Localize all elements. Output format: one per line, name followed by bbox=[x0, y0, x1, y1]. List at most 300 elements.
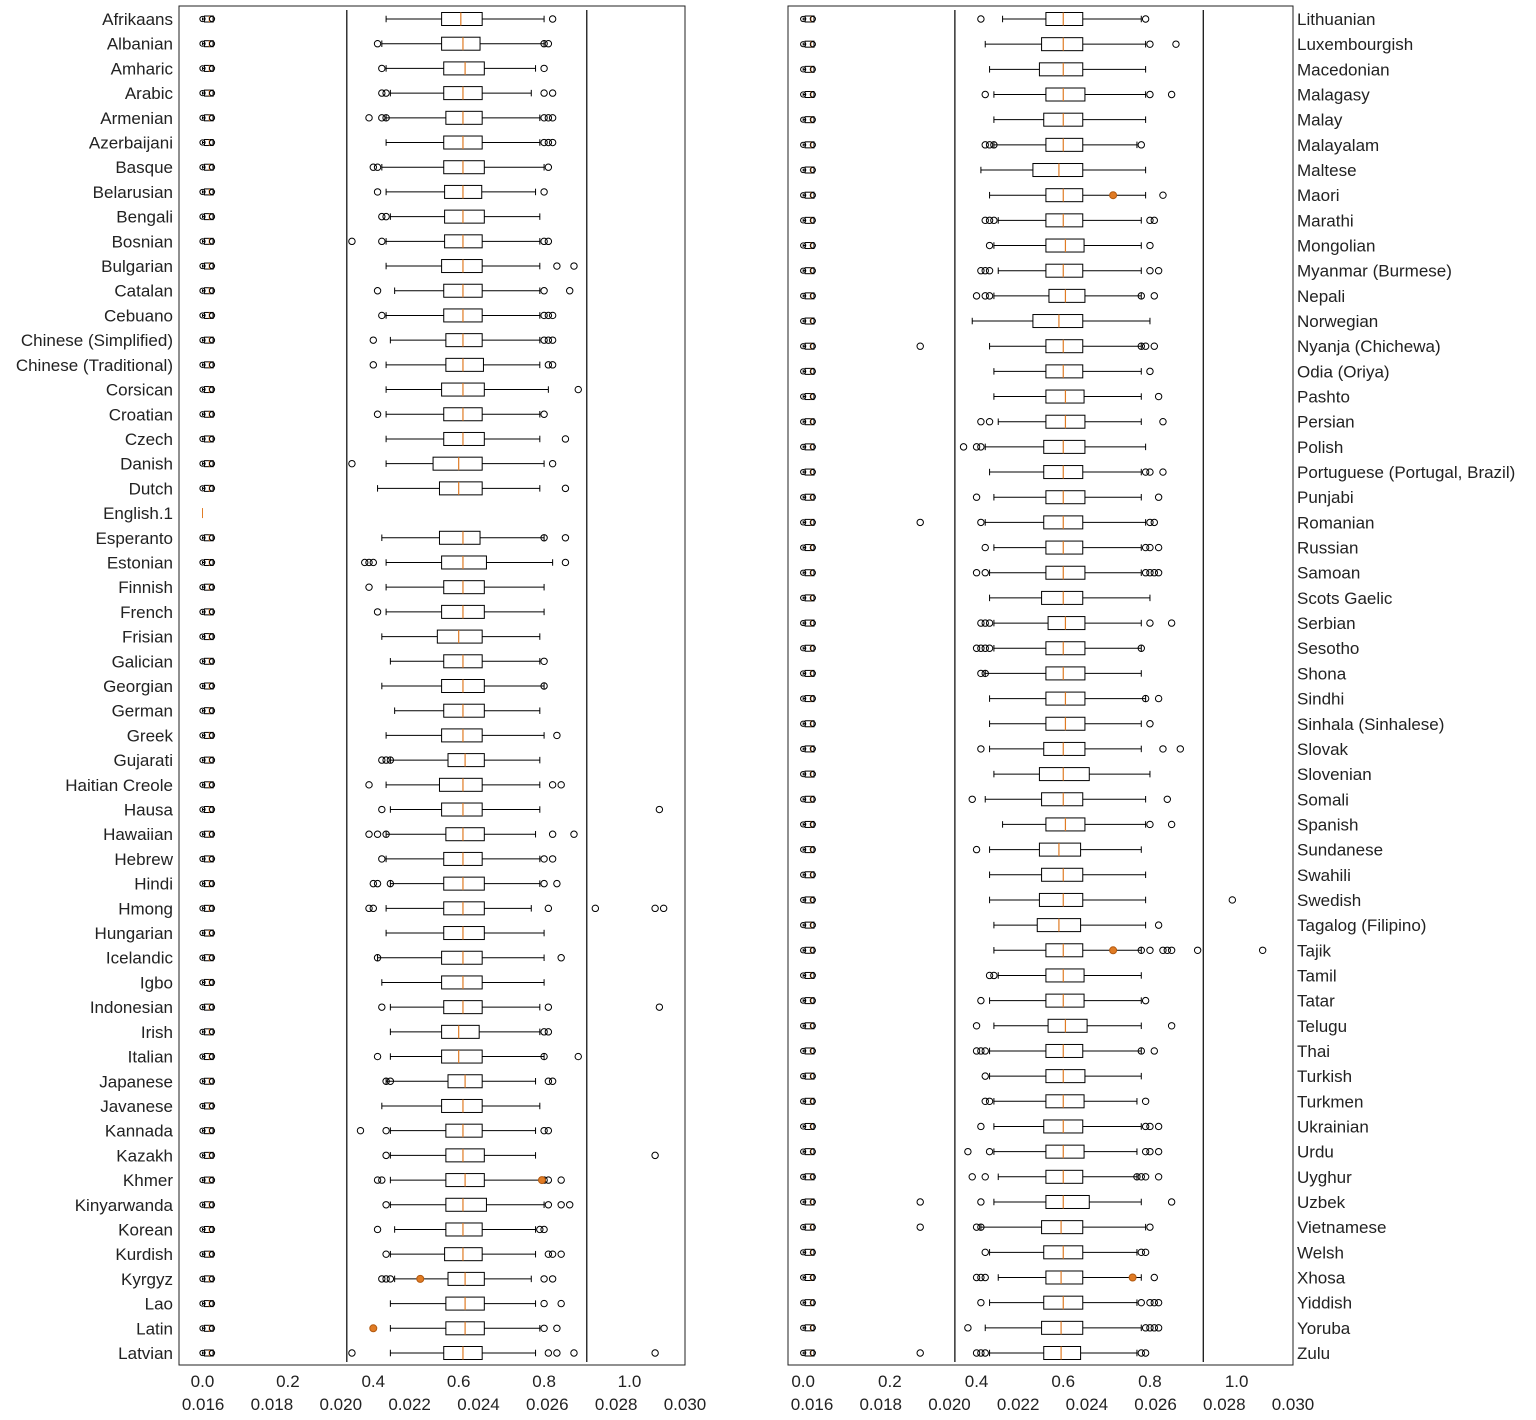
outlier-point bbox=[1155, 922, 1161, 928]
outlier-point bbox=[1138, 1299, 1144, 1305]
category-label: Hawaiian bbox=[103, 825, 173, 845]
outlier-point bbox=[978, 16, 984, 22]
category-label: Nyanja (Chichewa) bbox=[1297, 337, 1441, 357]
category-label: Hausa bbox=[123, 800, 173, 820]
outlier-point bbox=[549, 831, 555, 837]
box bbox=[390, 803, 539, 816]
box bbox=[390, 1248, 535, 1261]
category-label: French bbox=[120, 602, 173, 622]
category-label: Corsican bbox=[105, 380, 173, 400]
outlier-point bbox=[1142, 997, 1148, 1003]
outlier-point bbox=[209, 66, 214, 71]
category-label: Armenian bbox=[100, 108, 173, 128]
box-rect bbox=[445, 210, 485, 223]
x2-tick-label: 0.030 bbox=[663, 1395, 707, 1414]
category-label: Vietnamese bbox=[1297, 1218, 1387, 1238]
box bbox=[378, 951, 545, 964]
category-label: Portuguese (Portugal, Brazil) bbox=[1297, 463, 1516, 483]
outlier-point bbox=[1168, 620, 1174, 626]
x2-tick-label: 0.026 bbox=[526, 1395, 569, 1414]
category-label: Icelandic bbox=[105, 948, 173, 968]
outlier-point bbox=[562, 436, 568, 442]
outlier-point bbox=[575, 1053, 581, 1059]
category-label: Swedish bbox=[1297, 890, 1362, 910]
outlier-point bbox=[554, 263, 560, 269]
box bbox=[382, 37, 544, 50]
highlight-point bbox=[417, 1275, 424, 1282]
outlier-point bbox=[1147, 242, 1153, 248]
category-label: Lithuanian bbox=[1297, 10, 1376, 29]
category-label: Persian bbox=[1297, 412, 1355, 432]
box bbox=[994, 239, 1141, 252]
category-label: Uyghur bbox=[1297, 1167, 1352, 1187]
outlier-point bbox=[370, 362, 376, 368]
box-rect bbox=[1039, 63, 1082, 76]
outlier-point bbox=[1155, 544, 1161, 550]
box bbox=[981, 1221, 1146, 1234]
box bbox=[985, 516, 1145, 529]
outlier-point bbox=[366, 584, 372, 590]
outlier-point bbox=[973, 1023, 979, 1029]
outlier-point bbox=[592, 905, 598, 911]
outlier-point bbox=[1164, 796, 1170, 802]
category-label: Hindi bbox=[134, 874, 173, 894]
outlier-point bbox=[549, 90, 555, 96]
x-tick-label: 0.4 bbox=[964, 1372, 989, 1391]
outlier-point bbox=[383, 1127, 389, 1133]
outlier-point bbox=[1155, 1123, 1161, 1129]
outlier-point bbox=[1155, 1299, 1161, 1305]
category-label: Kazakh bbox=[116, 1146, 173, 1166]
category-label: Punjabi bbox=[1297, 488, 1354, 508]
box bbox=[386, 457, 544, 470]
outlier-point bbox=[366, 831, 372, 837]
box bbox=[390, 1001, 539, 1014]
outlier-point bbox=[1168, 1199, 1174, 1205]
box-rect bbox=[1039, 843, 1080, 856]
category-label: Somali bbox=[1297, 790, 1349, 810]
box bbox=[985, 38, 1145, 51]
outlier-point bbox=[917, 1350, 923, 1356]
category-label: Basque bbox=[115, 158, 173, 178]
box bbox=[994, 1195, 1141, 1208]
outlier-point bbox=[1142, 1350, 1148, 1356]
category-label: Malayalam bbox=[1297, 135, 1380, 155]
outlier-point bbox=[982, 1350, 988, 1356]
outlier-point bbox=[1155, 494, 1161, 500]
x-tick-label: 0.0 bbox=[791, 1372, 815, 1391]
box bbox=[386, 902, 531, 915]
box-rect bbox=[1046, 667, 1085, 680]
outlier-point bbox=[209, 214, 214, 219]
outlier-point bbox=[366, 782, 372, 788]
box-rect bbox=[446, 1124, 482, 1137]
outlier-point bbox=[982, 1274, 988, 1280]
box-rect bbox=[1048, 1019, 1087, 1032]
outlier-point bbox=[986, 419, 992, 425]
outlier-point bbox=[567, 288, 573, 294]
box bbox=[994, 768, 1150, 781]
box-rect bbox=[444, 877, 485, 890]
box bbox=[998, 1271, 1141, 1284]
box bbox=[386, 828, 535, 841]
category-label: Uzbek bbox=[1297, 1192, 1346, 1212]
box-rect bbox=[444, 62, 485, 75]
category-label: Maori bbox=[1297, 186, 1340, 206]
box-rect bbox=[1044, 742, 1085, 755]
x2-tick-label: 0.018 bbox=[250, 1395, 294, 1414]
category-label: Italian bbox=[127, 1047, 173, 1067]
x-tick-label: 0.8 bbox=[532, 1372, 556, 1391]
outlier-point bbox=[917, 1224, 923, 1230]
box-rect bbox=[446, 1198, 487, 1211]
x-tick-label: 0.2 bbox=[276, 1372, 300, 1391]
box-rect bbox=[444, 581, 485, 594]
box bbox=[382, 531, 544, 544]
category-label: Haitian Creole bbox=[65, 775, 173, 795]
category-label: Nepali bbox=[1297, 286, 1346, 306]
x-tick-label: 0.6 bbox=[446, 1372, 471, 1391]
box-rect bbox=[1046, 1170, 1083, 1183]
outlier-point bbox=[986, 1098, 992, 1104]
box-rect bbox=[1048, 617, 1085, 630]
box-rect bbox=[1046, 1271, 1083, 1284]
box bbox=[998, 969, 1141, 982]
outlier-point bbox=[982, 1048, 988, 1054]
outlier-point bbox=[1151, 1048, 1157, 1054]
category-label: Romanian bbox=[1297, 513, 1375, 533]
category-label: Georgian bbox=[103, 677, 173, 696]
outlier-point bbox=[209, 91, 214, 96]
box bbox=[994, 390, 1141, 403]
outlier-point bbox=[1160, 419, 1166, 425]
box bbox=[386, 185, 535, 198]
outlier-point bbox=[1160, 469, 1166, 475]
outlier-point bbox=[1177, 746, 1183, 752]
category-label: Tamil bbox=[1297, 966, 1337, 986]
outlier-point bbox=[545, 1127, 551, 1133]
category-label: Sindhi bbox=[1297, 689, 1345, 709]
outlier-point bbox=[209, 758, 214, 763]
outlier-point bbox=[986, 267, 992, 273]
x2-tick-label: 0.020 bbox=[928, 1395, 971, 1414]
box-rect bbox=[1046, 189, 1083, 202]
outlier-point bbox=[349, 460, 355, 466]
outlier-point bbox=[562, 485, 568, 491]
category-label: Welsh bbox=[1297, 1243, 1344, 1263]
outlier-point bbox=[554, 732, 560, 738]
category-label: Albanian bbox=[106, 34, 173, 54]
outlier-point bbox=[1147, 368, 1153, 374]
outlier-point bbox=[978, 1199, 984, 1205]
box bbox=[390, 1124, 535, 1137]
category-label: Turkmen bbox=[1297, 1092, 1364, 1112]
category-label: Indonesian bbox=[89, 998, 173, 1018]
box-rect bbox=[1039, 893, 1082, 906]
outlier-point bbox=[978, 1123, 984, 1129]
highlight-point bbox=[1129, 1274, 1136, 1281]
outlier-point bbox=[558, 1177, 564, 1183]
box-rect bbox=[442, 260, 483, 273]
box bbox=[395, 1223, 536, 1236]
category-label: Yoruba bbox=[1297, 1318, 1351, 1338]
outlier-point bbox=[387, 1276, 393, 1282]
box bbox=[994, 365, 1141, 378]
box bbox=[386, 927, 544, 940]
outlier-point bbox=[1155, 695, 1161, 701]
box bbox=[386, 111, 540, 124]
box bbox=[994, 289, 1141, 302]
outlier-point bbox=[209, 362, 214, 367]
box bbox=[386, 729, 544, 742]
outlier-point bbox=[1168, 1023, 1174, 1029]
x2-tick-label: 0.020 bbox=[319, 1395, 363, 1414]
outlier-point bbox=[1155, 1174, 1161, 1180]
box bbox=[382, 680, 544, 693]
box bbox=[985, 793, 1145, 806]
category-label: Hmong bbox=[118, 899, 173, 919]
outlier-point bbox=[379, 856, 385, 862]
outlier-point bbox=[209, 1103, 214, 1108]
box bbox=[390, 754, 539, 767]
outlier-point bbox=[575, 386, 581, 392]
box bbox=[990, 1296, 1137, 1309]
outlier-point bbox=[374, 189, 380, 195]
outlier-point bbox=[379, 312, 385, 318]
outlier-point bbox=[549, 460, 555, 466]
panel-right bbox=[788, 6, 1515, 1414]
outlier-point bbox=[917, 343, 923, 349]
outlier-point bbox=[982, 1073, 988, 1079]
outlier-point bbox=[982, 91, 988, 97]
outlier-point bbox=[1147, 544, 1153, 550]
category-label: Irish bbox=[140, 1022, 173, 1042]
category-label: Bengali bbox=[116, 207, 173, 227]
box bbox=[386, 13, 544, 26]
outlier-point bbox=[1147, 1224, 1153, 1230]
outlier-point bbox=[209, 189, 214, 194]
x-tick-label: 1.0 bbox=[1224, 1372, 1249, 1391]
box bbox=[972, 315, 1150, 328]
box-rect bbox=[1042, 868, 1083, 881]
outlier-point bbox=[965, 1325, 971, 1331]
box bbox=[994, 617, 1141, 630]
box-rect bbox=[1044, 1347, 1081, 1360]
outlier-point bbox=[1142, 343, 1148, 349]
x2-tick-label: 0.026 bbox=[1134, 1395, 1177, 1414]
outlier-point bbox=[209, 16, 214, 21]
x-tick-label: 0.2 bbox=[878, 1372, 902, 1391]
outlier-point bbox=[986, 620, 992, 626]
category-label: Arabic bbox=[124, 84, 173, 104]
outlier-point bbox=[383, 213, 389, 219]
box bbox=[382, 630, 540, 643]
box-rect bbox=[1046, 541, 1083, 554]
outlier-point bbox=[1147, 267, 1153, 273]
box bbox=[990, 591, 1150, 604]
box-rect bbox=[1046, 1070, 1085, 1083]
box bbox=[990, 868, 1146, 881]
box bbox=[390, 210, 539, 223]
box-rect bbox=[1046, 138, 1083, 151]
category-label: Korean bbox=[118, 1220, 173, 1240]
category-label: Croatian bbox=[108, 405, 173, 425]
box-rect bbox=[446, 334, 482, 347]
axes-frame bbox=[788, 6, 1293, 1365]
outlier-point bbox=[1147, 721, 1153, 727]
x2-tick-label: 0.022 bbox=[996, 1395, 1040, 1414]
outlier-point bbox=[1142, 16, 1148, 22]
outlier-point bbox=[379, 1177, 385, 1183]
box bbox=[390, 1322, 539, 1335]
box bbox=[390, 1198, 544, 1211]
outlier-point bbox=[978, 1299, 984, 1305]
x2-tick-label: 0.030 bbox=[1271, 1395, 1315, 1414]
box bbox=[390, 1025, 539, 1038]
category-label: Polish bbox=[1297, 437, 1344, 457]
box bbox=[994, 491, 1141, 504]
outlier-point bbox=[541, 411, 547, 417]
box bbox=[998, 264, 1141, 277]
outlier-point bbox=[374, 411, 380, 417]
box bbox=[998, 1170, 1137, 1183]
panel-left bbox=[16, 6, 706, 1414]
outlier-point bbox=[1147, 821, 1153, 827]
outlier-point bbox=[652, 905, 658, 911]
outlier-point bbox=[374, 164, 380, 170]
box-rect bbox=[442, 1050, 483, 1063]
box bbox=[985, 667, 1141, 680]
box-rect bbox=[448, 754, 484, 767]
outlier-point bbox=[656, 1004, 662, 1010]
outlier-point bbox=[969, 1174, 975, 1180]
box-rect bbox=[1046, 994, 1084, 1007]
category-label: Macedonian bbox=[1297, 60, 1390, 80]
category-label: German bbox=[111, 701, 173, 721]
category-label: Tajik bbox=[1297, 941, 1332, 961]
x2-tick-label: 0.016 bbox=[790, 1395, 834, 1414]
outlier-point bbox=[562, 559, 568, 565]
x2-tick-label: 0.018 bbox=[859, 1395, 903, 1414]
category-label: Sesotho bbox=[1297, 639, 1360, 659]
category-label: Kinyarwanda bbox=[74, 1195, 173, 1215]
box bbox=[390, 877, 539, 890]
box bbox=[998, 214, 1141, 227]
outlier-point bbox=[357, 1127, 363, 1133]
x2-tick-label: 0.028 bbox=[594, 1395, 638, 1414]
box bbox=[994, 88, 1146, 101]
outlier-point bbox=[209, 115, 214, 120]
outlier-point bbox=[541, 1276, 547, 1282]
box bbox=[395, 284, 540, 297]
box-rect bbox=[1046, 944, 1083, 957]
box bbox=[990, 1070, 1142, 1083]
highlight-point bbox=[1110, 192, 1117, 199]
x2-tick-label: 0.016 bbox=[181, 1395, 225, 1414]
box bbox=[386, 605, 544, 618]
outlier-point bbox=[541, 1325, 547, 1331]
outlier-point bbox=[209, 881, 214, 886]
box-rect bbox=[1046, 88, 1085, 101]
category-label: Malagasy bbox=[1297, 85, 1370, 105]
outlier-point bbox=[209, 906, 214, 911]
outlier-point bbox=[209, 1202, 214, 1207]
box-rect bbox=[1042, 1321, 1083, 1334]
outlier-point bbox=[917, 519, 923, 525]
x-tick-label: 0.8 bbox=[1138, 1372, 1162, 1391]
outlier-point bbox=[209, 1079, 214, 1084]
category-label: Dutch bbox=[128, 479, 173, 499]
box-rect bbox=[1046, 1044, 1083, 1057]
box-rect bbox=[442, 803, 483, 816]
box-rect bbox=[1039, 768, 1089, 781]
category-label: Amharic bbox=[110, 59, 173, 79]
box bbox=[994, 1145, 1137, 1158]
category-label: Sundanese bbox=[1297, 840, 1384, 860]
category-label: Bulgarian bbox=[101, 257, 173, 277]
outlier-point bbox=[209, 1054, 214, 1059]
outlier-point bbox=[545, 238, 551, 244]
category-label: Spanish bbox=[1297, 815, 1359, 835]
category-label: Japanese bbox=[99, 1072, 173, 1092]
box-rect bbox=[1046, 1145, 1084, 1158]
box-rect bbox=[1033, 315, 1083, 328]
x2-tick-label: 0.024 bbox=[1065, 1395, 1109, 1414]
box-rect bbox=[442, 13, 483, 26]
box-rect bbox=[442, 729, 483, 742]
outlier-point bbox=[209, 1350, 214, 1355]
outlier-point bbox=[917, 1199, 923, 1205]
box bbox=[390, 655, 539, 668]
box bbox=[390, 1347, 535, 1360]
box-rect bbox=[1046, 969, 1084, 982]
outlier-point bbox=[379, 806, 385, 812]
box-rect bbox=[1046, 491, 1085, 504]
outlier-point bbox=[209, 856, 214, 861]
outlier-point bbox=[1160, 746, 1166, 752]
outlier-point bbox=[209, 165, 214, 170]
outlier-point bbox=[383, 1152, 389, 1158]
outlier-point bbox=[1147, 91, 1153, 97]
box-rect bbox=[1046, 214, 1083, 227]
outlier-point bbox=[209, 683, 214, 688]
category-label: Serbian bbox=[1297, 614, 1356, 634]
outlier-point bbox=[558, 782, 564, 788]
category-label: Kannada bbox=[104, 1121, 173, 1141]
outlier-point bbox=[1259, 947, 1265, 953]
category-label: Slovak bbox=[1297, 739, 1349, 759]
outlier-point bbox=[982, 1249, 988, 1255]
outlier-point bbox=[965, 1148, 971, 1154]
outlier-point bbox=[554, 1325, 560, 1331]
category-label: Zulu bbox=[1297, 1344, 1331, 1363]
box bbox=[990, 1347, 1137, 1360]
outlier-point bbox=[1155, 1148, 1161, 1154]
box bbox=[985, 440, 1145, 453]
category-label: Czech bbox=[124, 429, 173, 449]
category-label: Sinhala (Sinhalese) bbox=[1297, 714, 1445, 734]
category-label: Telugu bbox=[1297, 1016, 1348, 1036]
outlier-point bbox=[370, 559, 376, 565]
outlier-point bbox=[209, 1128, 214, 1133]
outlier-point bbox=[567, 1202, 573, 1208]
outlier-point bbox=[209, 486, 214, 491]
box bbox=[386, 136, 540, 149]
outlier-point bbox=[209, 461, 214, 466]
outlier-point bbox=[209, 782, 214, 787]
outlier-point bbox=[991, 217, 997, 223]
outlier-point bbox=[960, 444, 966, 450]
